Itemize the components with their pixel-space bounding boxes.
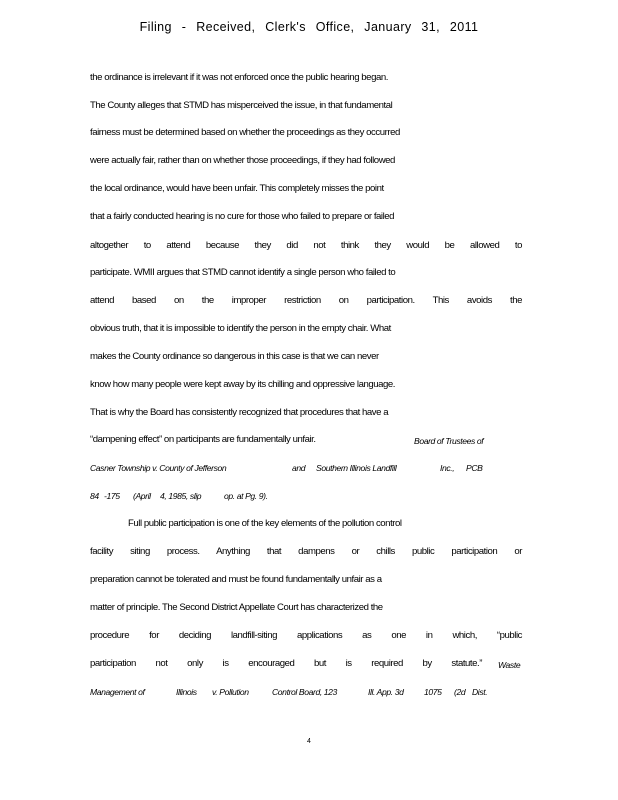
case-citation: Southern Illinois Landfill: [316, 463, 397, 473]
body-line: procedure for deciding landfill-siting applications as one in which, “public: [90, 630, 522, 641]
body-text: “dampening effect” on participants are fundamentally unfair.: [90, 434, 316, 445]
case-citation: v. Pollution: [212, 687, 249, 697]
case-citation: Ill. App. 3d: [368, 687, 404, 697]
filing-header: Filing - Received, Clerk's Office, January 31, 2011: [139, 20, 479, 34]
case-citation: Board of Trustees of: [414, 436, 484, 446]
case-citation: Inc.,: [440, 463, 455, 473]
body-line: that a fairly conducted hearing is no cure for those who failed to prepare or failed: [90, 211, 395, 222]
body-line: That is why the Board has consistently recognized that procedures that have a: [90, 407, 389, 418]
case-citation: 1075: [424, 687, 442, 697]
body-line: attend based on the improper restriction on participation. This avoids the: [90, 295, 522, 306]
body-line: preparation cannot be tolerated and must be found fundamentally unfair as a: [90, 574, 382, 585]
case-citation: Control Board, 123: [272, 687, 337, 697]
body-line: altogether to attend because they did not think they would be allowed to: [90, 240, 522, 251]
body-line-with-citation: participation not only is encouraged but is required by statute.”: [90, 658, 482, 669]
body-line: were actually fair, rather than on whether those proceedings, if they had followed: [90, 155, 395, 166]
body-line: matter of principle. The Second District Appellate Court has characterized the: [90, 602, 383, 613]
case-citation: -175: [104, 491, 120, 501]
case-citation: and: [292, 463, 306, 473]
case-citation: Management of: [90, 687, 145, 697]
case-citation: (2d: [454, 687, 466, 697]
body-line: makes the County ordinance so dangerous in this case is that we can never: [90, 351, 379, 362]
body-line: fairness must be determined based on whether the proceedings as they occurred: [90, 127, 400, 138]
page-number: 4: [307, 738, 311, 745]
case-citation: op. at Pg. 9).: [224, 491, 268, 501]
body-line: the local ordinance, would have been unfair. This completely misses the point: [90, 183, 384, 194]
case-citation: Waste: [498, 660, 521, 670]
case-citation: (April: [133, 491, 151, 501]
case-citation: 84: [90, 491, 99, 501]
case-citation: 4, 1985, slip: [160, 491, 202, 501]
body-line: The County alleges that STMD has misperceived the issue, in that fundamental: [90, 100, 393, 111]
body-line: the ordinance is irrelevant if it was not enforced once the public hearing began.: [90, 72, 388, 83]
body-line: know how many people were kept away by its chilling and oppressive language.: [90, 379, 395, 390]
body-line: participate. WMII argues that STMD cannot identify a single person who failed to: [90, 267, 396, 278]
case-citation: Illinois: [176, 687, 197, 697]
body-line: facility siting process. Anything that dampens or chills public participation or: [90, 546, 522, 557]
case-citation: PCB: [466, 463, 483, 473]
body-line: obvious truth, that it is impossible to identify the person in the empty chair. What: [90, 323, 391, 334]
case-citation: Dist.: [472, 687, 488, 697]
body-line: Full public participation is one of the key elements of the pollution control: [128, 518, 402, 529]
case-citation: Casner Township v. County of Jefferson: [90, 463, 227, 473]
